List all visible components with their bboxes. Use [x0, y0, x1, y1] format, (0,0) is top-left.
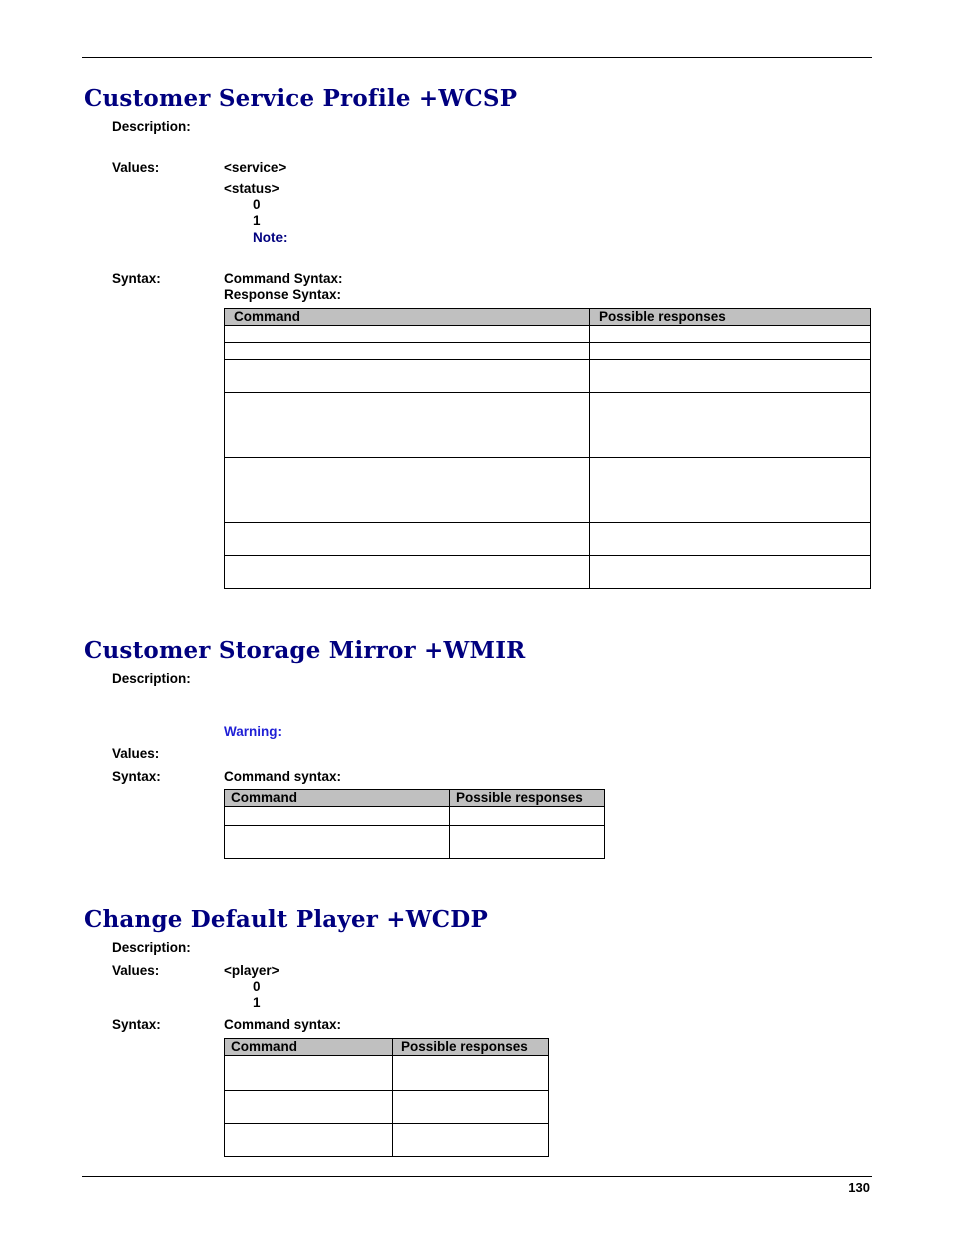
column-header-command: Command: [225, 1039, 393, 1056]
table-row: [225, 523, 871, 556]
column-header-responses: Possible responses: [450, 790, 605, 807]
status-value-0: 0: [253, 197, 261, 212]
wmir-syntax-table: [224, 789, 605, 859]
response-syntax-label: Response Syntax:: [224, 287, 342, 302]
player-value-1: 1: [253, 995, 261, 1010]
warning-label: Warning:: [224, 724, 282, 739]
table-row: [225, 556, 871, 589]
table-row: [225, 393, 871, 458]
command-syntax-label: Command Syntax:: [224, 271, 343, 286]
top-rule: [82, 57, 872, 58]
syntax-label: Syntax:: [112, 1017, 161, 1032]
status-param: <status>: [224, 181, 280, 196]
table-row: [225, 1124, 549, 1157]
column-header-command: Command: [225, 790, 450, 807]
values-label: Values:: [112, 963, 160, 978]
section-title-wcsp: Customer Service Profile +WCSP: [84, 85, 518, 112]
section-title-wmir: Customer Storage Mirror +WMIR: [84, 637, 526, 664]
table-row: [225, 343, 871, 360]
table-row: [225, 807, 605, 826]
service-param: <service>: [224, 160, 287, 175]
player-value-0: 0: [253, 979, 261, 994]
table-row: [225, 360, 871, 393]
page-number: 130: [848, 1180, 870, 1195]
column-header-command: Command: [225, 309, 590, 326]
syntax-label: Syntax:: [112, 271, 161, 286]
table-row: [225, 826, 605, 859]
table-row: [225, 1091, 549, 1124]
description-label: Description:: [112, 671, 191, 686]
player-param: <player>: [224, 963, 280, 978]
wcsp-syntax-table: [224, 308, 871, 589]
table-row: [225, 458, 871, 523]
command-syntax-label: Command syntax:: [224, 769, 342, 784]
values-label: Values:: [112, 746, 160, 761]
values-label: Values:: [112, 160, 160, 175]
wcdp-syntax-table: [224, 1038, 549, 1157]
syntax-label: Syntax:: [112, 769, 161, 784]
bottom-rule: [82, 1176, 872, 1177]
table-row: [225, 326, 871, 343]
description-label: Description:: [112, 119, 191, 134]
column-header-responses: Possible responses: [393, 1039, 549, 1056]
column-header-responses: Possible responses: [590, 309, 871, 326]
command-syntax-label: Command syntax:: [224, 1017, 342, 1032]
note-label: Note:: [253, 230, 288, 245]
status-value-1: 1: [253, 213, 261, 228]
table-row: [225, 1056, 549, 1091]
section-title-wcdp: Change Default Player +WCDP: [84, 906, 488, 933]
description-label: Description:: [112, 940, 191, 955]
